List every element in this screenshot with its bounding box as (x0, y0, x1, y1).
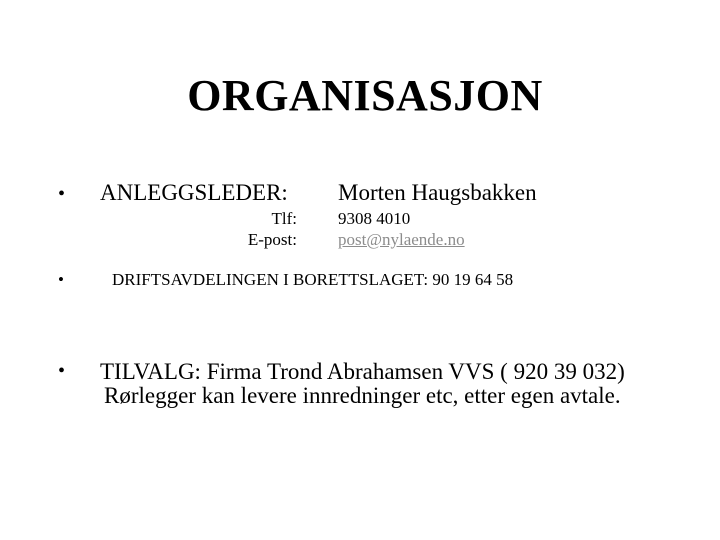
tilvalg-line-2: Rørlegger kan levere innredninger etc, etter egen avtale. (104, 383, 621, 408)
email-link[interactable]: post@nylaende.no (338, 230, 465, 249)
driftsavdeling-text: DRIFTSAVDELINGEN I BORETTSLAGET: 90 19 64 58 (112, 270, 514, 289)
tlf-value: 9308 4010 (338, 209, 411, 228)
email-label: E-post: (247, 230, 297, 249)
tilvalg-line-1: TILVALG: Firma Trond Abrahamsen VVS ( 920 39 032) (100, 359, 625, 384)
page-title: ORGANISASJON (187, 71, 543, 120)
bullet-marker: • (58, 270, 64, 289)
tlf-label: Tlf: (271, 209, 297, 228)
bullet-marker: • (58, 360, 66, 382)
bullet-marker: • (58, 183, 66, 205)
anleggsleder-name: Morten Haugsbakken (338, 180, 537, 205)
anleggsleder-label: ANLEGGSLEDER: (100, 180, 288, 205)
